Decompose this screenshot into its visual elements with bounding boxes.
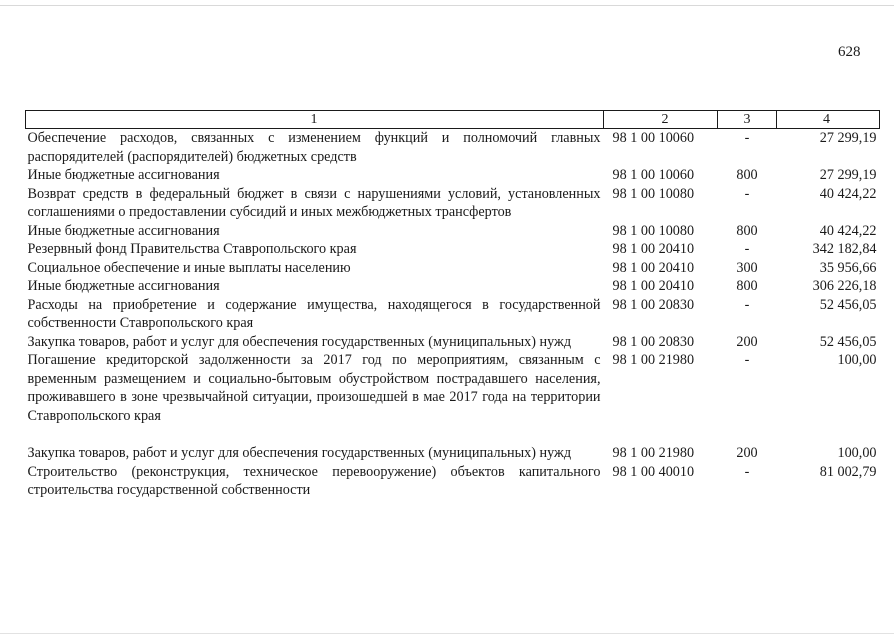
- row-type: -: [744, 130, 750, 146]
- table-row: [26, 259, 880, 278]
- row-code: 98 1 00 20830: [612, 333, 695, 350]
- table-row: [26, 185, 880, 222]
- row-type: 800: [736, 167, 758, 183]
- row-code: 98 1 00 10080: [612, 185, 695, 202]
- row-type: 300: [736, 259, 758, 276]
- table-row: [26, 463, 880, 500]
- row-amount: 81 002,79: [819, 463, 877, 480]
- row-amount: 306 226,18: [812, 278, 877, 294]
- row-code: 98 1 00 20830: [612, 296, 695, 313]
- row-code: 98 1 00 21980: [612, 352, 695, 368]
- row-amount: 52 456,05: [819, 333, 877, 350]
- row-code: 98 1 00 20410: [612, 259, 695, 276]
- header-col-2: 2: [604, 111, 718, 129]
- scan-edge-top: [0, 5, 894, 6]
- row-code: 98 1 00 10080: [612, 222, 695, 239]
- spacer-cell: [777, 425, 880, 444]
- row-name: Иные бюджетные ассигнования: [27, 278, 220, 294]
- table-row: [26, 444, 880, 463]
- page-number: 628: [838, 44, 861, 60]
- row-type: -: [744, 241, 750, 257]
- table-row: [26, 333, 880, 352]
- table-row: [26, 129, 880, 167]
- row-amount: 35 956,66: [819, 259, 877, 276]
- table-header-row: [26, 111, 880, 129]
- header-col-1: 1: [26, 111, 604, 129]
- row-type: 200: [736, 333, 758, 350]
- spacer-cell: [604, 425, 718, 444]
- row-name: Строительство (реконструкция, техническое перевооружение) объектов капитального строительства государственной собственности: [27, 463, 601, 498]
- row-amount: 40 424,22: [819, 185, 877, 202]
- row-name: Расходы на приобретение и содержание имущества, находящегося в государственной собственности Ставропольского края: [27, 296, 601, 331]
- row-name: Иные бюджетные ассигнования: [27, 167, 220, 183]
- scan-edge-bottom: [0, 633, 894, 634]
- row-name: Возврат средств в федеральный бюджет в связи с нарушениями условий, установленных соглашениями о предоставлении субсидий и иных межбюджетных трансфертов: [27, 185, 601, 220]
- row-type: -: [744, 463, 750, 480]
- header-col-4: 4: [777, 111, 880, 129]
- row-name: Иные бюджетные ассигнования: [27, 222, 220, 239]
- row-code: 98 1 00 10060: [612, 167, 695, 183]
- row-code: 98 1 00 20410: [612, 241, 695, 257]
- table-row: [26, 296, 880, 333]
- row-type: 800: [736, 222, 758, 239]
- row-code: 98 1 00 40010: [612, 463, 695, 480]
- row-amount: 27 299,19: [819, 130, 877, 146]
- table-row: [26, 166, 880, 185]
- row-amount: 100,00: [837, 445, 877, 461]
- row-code: 98 1 00 20410: [612, 278, 695, 294]
- row-name: Социальное обеспечение и иные выплаты населению: [27, 259, 351, 276]
- table-row: [26, 277, 880, 296]
- header-col-3: 3: [718, 111, 777, 129]
- row-name: Закупка товаров, работ и услуг для обеспечения государственных (муниципальных) нужд: [27, 445, 572, 461]
- row-type: -: [744, 185, 750, 202]
- table-row: [26, 351, 880, 425]
- budget-table: [25, 110, 880, 500]
- row-amount: 27 299,19: [819, 167, 877, 183]
- row-code: 98 1 00 10060: [612, 130, 695, 146]
- table-row: [26, 240, 880, 259]
- row-name: Резервный фонд Правительства Ставропольского края: [27, 241, 357, 257]
- row-code: 98 1 00 21980: [612, 445, 695, 461]
- row-type: 800: [736, 278, 758, 294]
- row-amount: 100,00: [837, 352, 877, 368]
- spacer-cell: [26, 425, 604, 444]
- row-amount: 342 182,84: [812, 241, 877, 257]
- row-name: Закупка товаров, работ и услуг для обеспечения государственных (муниципальных) нужд: [27, 333, 572, 350]
- row-type: 200: [736, 445, 758, 461]
- row-name: Обеспечение расходов, связанных с изменением функций и полномочий главных распорядителей (распорядителей) бюджетных средств: [27, 130, 601, 165]
- table-spacer-row: [26, 425, 880, 444]
- row-amount: 40 424,22: [819, 222, 877, 239]
- row-type: -: [744, 296, 750, 313]
- row-name: Погашение кредиторской задолженности за 2017 год по мероприятиям, связанным с временным размещением и социально-бытовым обустройством пострадавшего населения, проживавшего в зоне чрезвычайной ситуации, произошедшей в мае 2017 года на территории Ставропольского края: [27, 352, 601, 424]
- row-type: -: [744, 352, 750, 368]
- spacer-cell: [718, 425, 777, 444]
- table-row: [26, 222, 880, 241]
- row-amount: 52 456,05: [819, 296, 877, 313]
